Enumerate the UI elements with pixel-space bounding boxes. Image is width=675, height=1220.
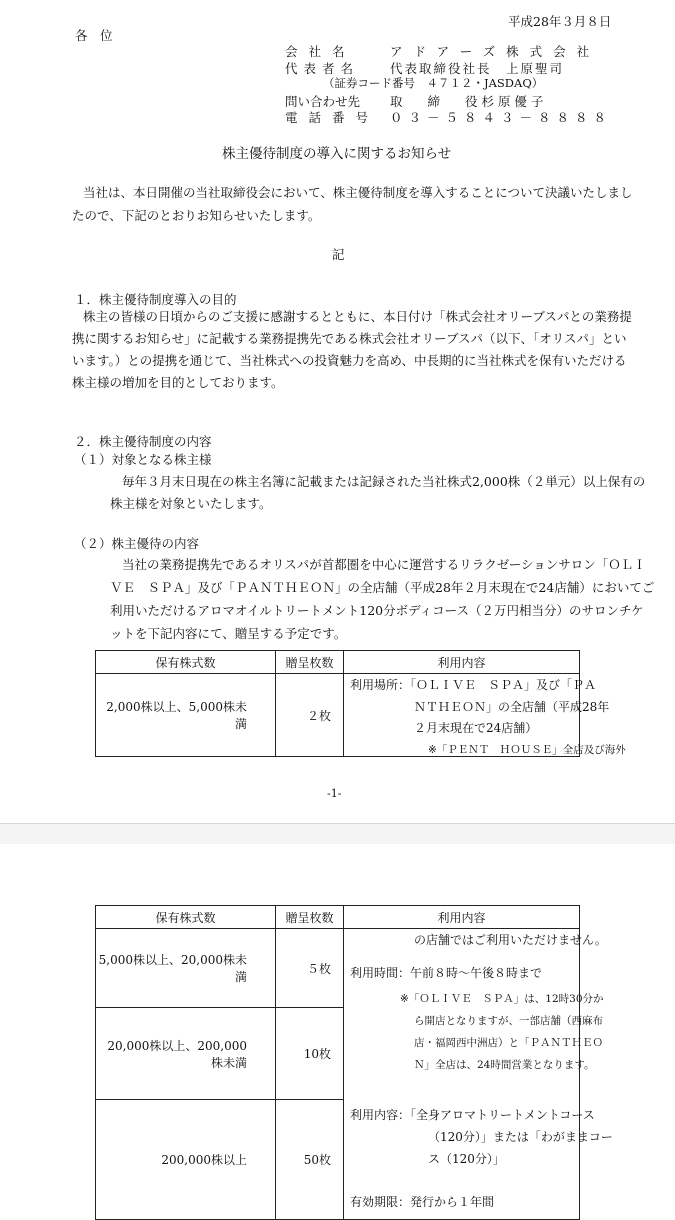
subsection-1-line-2: 株主様を対象といたします。 bbox=[110, 496, 272, 511]
phone-number: ０３－５８４３－８８８８ bbox=[390, 110, 613, 125]
table-row bbox=[96, 674, 580, 757]
usage-line: 有効期限：発行から１年間 bbox=[350, 1195, 495, 1209]
tickets-cell: ５枚 bbox=[276, 929, 344, 1008]
usage-note: ※「ＯＬＩＶＥ ＳＰＡ」は、12時30分か bbox=[400, 993, 604, 1005]
tickets-cell: 10枚 bbox=[276, 1008, 344, 1100]
table-header-row bbox=[96, 651, 580, 674]
page-separator bbox=[0, 823, 675, 845]
contact-label: 問い合わせ先 bbox=[285, 94, 361, 109]
usage-line: ＮＴＨＥＯＮ」の全店舗（平成28年 bbox=[414, 700, 610, 714]
subsection-2-line-2: ＶＥ ＳＰＡ」及び「ＰＡＮＴＨＥＯＮ」の全店舗（平成28年２月末現在で24店舗）においてご bbox=[110, 580, 655, 595]
subsection-2-line-3: 利用いただけるアロマオイルトリートメント120分ボディコース（２万円相当分）のサロンチケ bbox=[110, 603, 644, 618]
subsection-2-heading: （２）株主優待の内容 bbox=[74, 536, 200, 551]
table-row bbox=[96, 929, 580, 1008]
contact-name: 取 締 役 杉 原 優 子 bbox=[390, 94, 544, 109]
rep-name: 代表取締役社長 上原聖司 bbox=[390, 61, 565, 76]
usage-note: ※「ＰＥＮＴ ＨＯＵＳＥ」全店及び海外 bbox=[428, 744, 626, 756]
shares-cell: 2,000株以上、5,000株未満 bbox=[96, 674, 276, 757]
header-usage: 利用内容 bbox=[344, 906, 580, 929]
usage-line: 利用場所：「ＯＬＩＶＥ ＳＰＡ」及び「ＰＡ bbox=[350, 678, 597, 692]
usage-note: 店・福岡西中洲店）と「ＰＡＮＴＨＥＯ bbox=[414, 1037, 603, 1049]
header-usage: 利用内容 bbox=[344, 651, 580, 674]
section-1-line-3: います。）との提携を通じて、当社株式への投資魅力を高め、中長期的に当社株式を保有いただける bbox=[72, 353, 627, 368]
benefit-table-2 bbox=[95, 905, 613, 1220]
document-page-2 bbox=[0, 844, 675, 1209]
usage-line: ２月末現在で24店舗） bbox=[414, 721, 538, 735]
shares-cell: 200,000株以上 bbox=[96, 1100, 276, 1220]
shares-cell: 5,000株以上、20,000株未満 bbox=[96, 929, 276, 1008]
section-2-heading: ２．株主優待制度の内容 bbox=[74, 434, 212, 449]
usage-note: ら開店となりますが、一部店舗（西麻布 bbox=[414, 1015, 603, 1027]
usage-cell bbox=[344, 929, 613, 1220]
section-1-line-2: 携に関するお知らせ」に記載する業務提携先である株式会社オリーブスパ（以下、「オリスパ」とい bbox=[72, 331, 627, 346]
usage-line: 利用内容：「全身アロマトリートメントコース bbox=[350, 1108, 595, 1122]
usage-line: （120分）」または「わがままコー bbox=[428, 1130, 613, 1144]
subsection-2-line-1: 当社の業務提携先であるオリスパが首都圏を中心に運営するリラクゼーションサロン「ＯＬＩ bbox=[122, 557, 646, 572]
usage-line: ス（120分）」 bbox=[428, 1152, 505, 1166]
subsection-1-heading: （１）対象となる株主様 bbox=[74, 452, 212, 467]
header-tickets: 贈呈枚数 bbox=[276, 906, 344, 929]
shares-cell: 20,000株以上、200,000株未満 bbox=[96, 1008, 276, 1100]
company-label: 会社名 bbox=[285, 44, 356, 59]
page-number: -1- bbox=[327, 787, 342, 800]
addressee: 各 位 bbox=[75, 28, 113, 43]
subsection-1-line-1: 毎年３月末日現在の株主名簿に記載または記録された当社株式2,000株（２単元）以上保有の bbox=[122, 474, 646, 489]
subsection-2-line-4: ットを下記内容にて、贈呈する予定です。 bbox=[110, 626, 347, 641]
tickets-cell: ２枚 bbox=[276, 674, 344, 757]
usage-cell bbox=[344, 674, 626, 757]
header-shares: 保有株式数 bbox=[96, 651, 276, 674]
section-1-line-4: 株主様の増加を目的としております。 bbox=[72, 375, 284, 390]
date: 平成28年３月８日 bbox=[508, 14, 612, 29]
usage-line: 利用時間：午前８時～午後８時まで bbox=[350, 966, 543, 980]
rep-label: 代表者名 bbox=[285, 61, 360, 76]
usage-line: の店舗ではご利用いただけません。 bbox=[414, 933, 607, 947]
document-title: 株主優待制度の導入に関するお知らせ bbox=[222, 146, 452, 162]
ki-heading: 記 bbox=[332, 247, 345, 262]
usage-note: Ｎ」全店は、24時間営業となります。 bbox=[414, 1059, 595, 1071]
section-1-line-1: 株主の皆様の日頃からのご支援に感謝するとともに、本日付け「株式会社オリーブスパとの業務提 bbox=[83, 309, 632, 324]
header-tickets: 贈呈枚数 bbox=[276, 651, 344, 674]
table-header-row bbox=[96, 906, 580, 929]
intro-line-1: 当社は、本日開催の当社取締役会において、株主優待制度を導入することについて決議いたしまし bbox=[83, 185, 633, 200]
intro-line-2: たので、下記のとおりお知らせいたします。 bbox=[72, 208, 321, 223]
phone-label: 電話番号 bbox=[285, 110, 380, 125]
securities-code: （証券コード番号 ４７１２・JASDAQ） bbox=[323, 76, 544, 90]
benefit-table-1 bbox=[95, 650, 626, 757]
section-1-heading: １．株主優待制度導入の目的 bbox=[74, 292, 237, 307]
tickets-cell: 50枚 bbox=[276, 1100, 344, 1220]
company-name: アドアーズ株式会社 bbox=[390, 44, 601, 59]
header-shares: 保有株式数 bbox=[96, 906, 276, 929]
